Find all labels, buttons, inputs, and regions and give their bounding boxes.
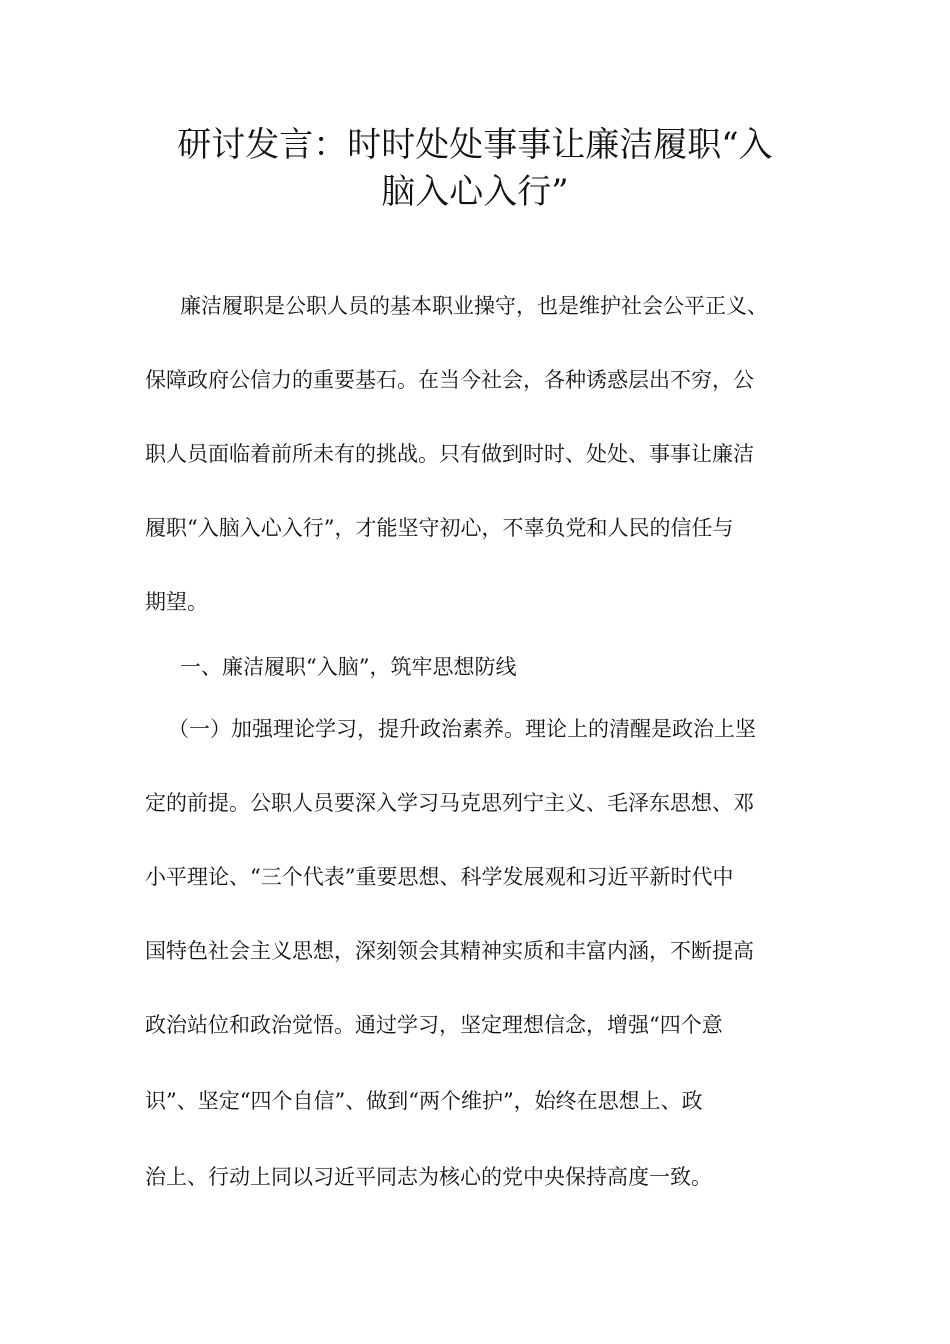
section-heading: 一、廉洁履职“入脑”，筑牢思想防线 (180, 655, 517, 679)
paragraph-line: 保障政府公信力的重要基石。在当今社会，各种诱惑层出不穷，公 (145, 368, 754, 392)
paragraph-line: （一）加强理论学习，提升政治素养。理论上的清醒是政治上坚 (168, 717, 756, 741)
paragraph-line: 国特色社会主义思想，深刻领会其精神实质和丰富内涵，不断提高 (145, 939, 754, 963)
paragraph-line: 定的前提。公职人员要深入学习马克思列宁主义、毛泽东思想、邓 (145, 791, 754, 815)
document-title-line-1: 研讨发言：时时处处事事让廉洁履职“入 (177, 125, 773, 165)
paragraph-line: 履职“入脑入心入行”，才能坚守初心，不辜负党和人民的信任与 (145, 516, 734, 540)
paragraph-line: 政治站位和政治觉悟。通过学习，坚定理想信念，增强“四个意 (145, 1013, 723, 1037)
paragraph-line: 廉洁履职是公职人员的基本职业操守，也是维护社会公平正义、 (180, 294, 768, 318)
paragraph-line: 期望。 (145, 590, 208, 614)
paragraph-line: 小平理论、“三个代表”重要思想、科学发展观和习近平新时代中 (145, 865, 734, 889)
document-title-line-2: 脑入心入行” (381, 172, 569, 212)
paragraph-line: 职人员面临着前所未有的挑战。只有做到时时、处处、事事让廉洁 (145, 442, 754, 466)
paragraph-line: 治上、行动上同以习近平同志为核心的党中央保持高度一致。 (145, 1165, 712, 1189)
paragraph-line: 识”、坚定“四个自信”、做到“两个维护”，始终在思想上、政 (145, 1089, 703, 1113)
